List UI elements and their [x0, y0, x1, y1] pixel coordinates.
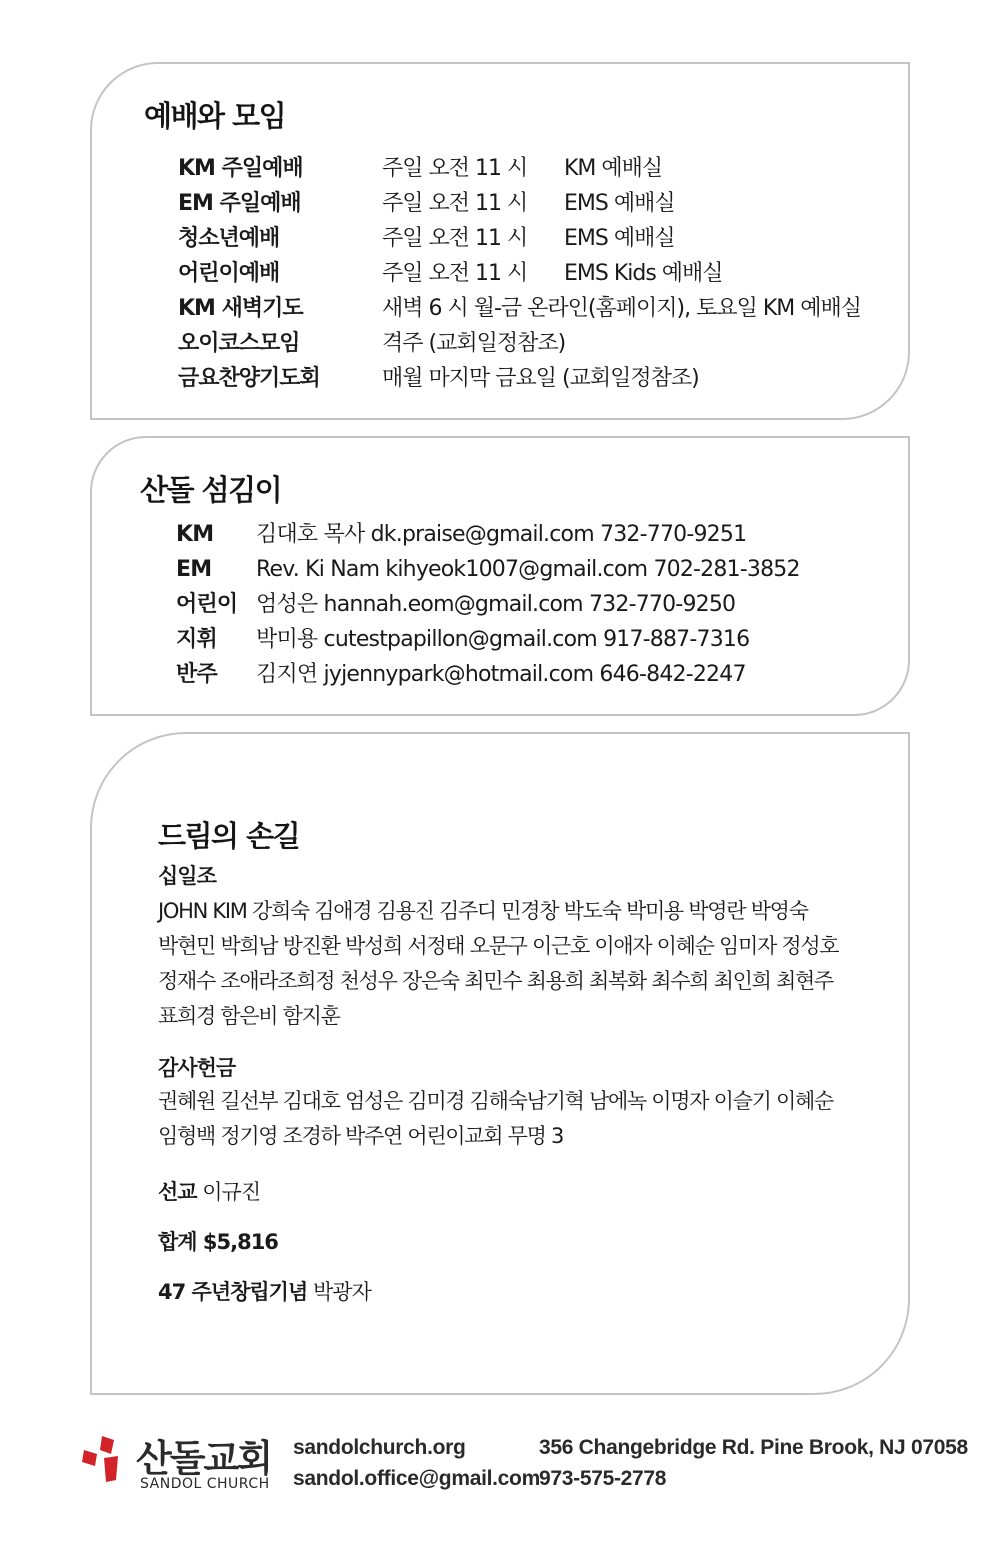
worship-name: KM 주일예배 — [178, 156, 303, 181]
worship-time: 매월 마지막 금요일 (교회일정참조) — [382, 366, 699, 391]
servant-role: EM — [176, 557, 212, 582]
phone-text: 973-575-2778 — [539, 1467, 667, 1490]
worship-name: 금요찬양기도회 — [178, 366, 320, 391]
servant-info: 엄성은 hannah.eom@gmail.com 732-770-9250 — [256, 592, 736, 617]
worship-name: 어린이예배 — [178, 261, 280, 286]
worship-time: 주일 오전 11 시 — [382, 226, 528, 251]
thanks-names-line: 임형백 정기영 조경하 박주연 어린이교회 무명 3 — [158, 1124, 564, 1148]
worship-name: KM 새벽기도 — [178, 296, 303, 321]
tithe-names-line: 정재수 조애라조희정 천성우 장은숙 최민수 최용희 최복화 최수희 최인희 최현주 — [158, 969, 833, 993]
worship-time: 주일 오전 11 시 — [382, 261, 528, 286]
tithe-names-line: JOHN KIM 강희숙 김애경 김용진 김주디 민경창 박도숙 박미용 박영란 박영숙 — [158, 899, 808, 923]
anniversary-names: 박광자 — [312, 1280, 371, 1304]
logo-korean: 산돌교회 — [136, 1437, 271, 1480]
servant-role: 반주 — [176, 662, 217, 687]
worship-place: EMS 예배실 — [564, 226, 675, 251]
total-line: 합계 $5,816 — [158, 1230, 278, 1254]
servant-info: 김지연 jyjennypark@hotmail.com 646-842-2247 — [256, 662, 746, 687]
tithe-names-line: 박현민 박희남 방진환 박성희 서정태 오문구 이근호 이애자 이혜순 임미자 정성호 — [158, 934, 839, 958]
servant-info: 김대호 목사 dk.praise@gmail.com 732-770-9251 — [256, 522, 747, 547]
email-link[interactable]: sandol.office@gmail.com — [293, 1467, 540, 1490]
mission-label: 선교 — [158, 1180, 197, 1204]
thanks-label: 감사헌금 — [158, 1056, 236, 1080]
servant-info: Rev. Ki Nam kihyeok1007@gmail.com 702-281-3852 — [256, 557, 800, 582]
offering-title: 드림의 손길 — [158, 819, 300, 853]
logo-english: SANDOL CHURCH — [140, 1476, 270, 1492]
worship-time: 주일 오전 11 시 — [382, 191, 528, 216]
servant-role: 어린이 — [176, 592, 238, 617]
servant-info: 박미용 cutestpapillon@gmail.com 917-887-7316 — [256, 627, 750, 652]
offering-card — [90, 732, 910, 1395]
worship-time: 격주 (교회일정참조) — [382, 331, 566, 356]
anniversary-line — [158, 1276, 371, 1306]
worship-place: EMS 예배실 — [564, 191, 675, 216]
servant-role: 지휘 — [176, 627, 217, 652]
worship-title: 예배와 모임 — [144, 99, 286, 133]
tithe-names-line: 표희경 함은비 함지훈 — [158, 1004, 340, 1028]
website-link[interactable]: sandolchurch.org — [293, 1436, 466, 1459]
servants-card — [90, 436, 910, 716]
worship-name: 오이코스모임 — [178, 331, 300, 356]
address-text: 356 Changebridge Rd. Pine Brook, NJ 07058 — [539, 1436, 968, 1459]
worship-name: EM 주일예배 — [178, 191, 301, 216]
worship-place: KM 예배실 — [564, 156, 663, 181]
servants-title: 산돌 섬김이 — [140, 473, 282, 507]
mission-names: 이규진 — [202, 1180, 261, 1204]
anniversary-label: 47 주년창립기념 — [158, 1280, 308, 1304]
mission-line — [158, 1176, 260, 1206]
worship-name: 청소년예배 — [178, 226, 280, 251]
worship-time: 주일 오전 11 시 — [382, 156, 528, 181]
thanks-names-line: 권혜원 길선부 김대호 엄성은 김미경 김해숙남기혁 남에녹 이명자 이슬기 이혜순 — [158, 1089, 833, 1113]
servant-role: KM — [176, 522, 214, 547]
worship-time: 새벽 6 시 월-금 온라인(홈페이지), 토요일 KM 예배실 — [382, 296, 861, 321]
footer — [0, 1420, 1000, 1540]
church-logo-icon — [80, 1434, 126, 1484]
worship-card — [90, 62, 910, 420]
tithe-label: 십일조 — [158, 864, 216, 888]
worship-place: EMS Kids 예배실 — [564, 261, 723, 286]
